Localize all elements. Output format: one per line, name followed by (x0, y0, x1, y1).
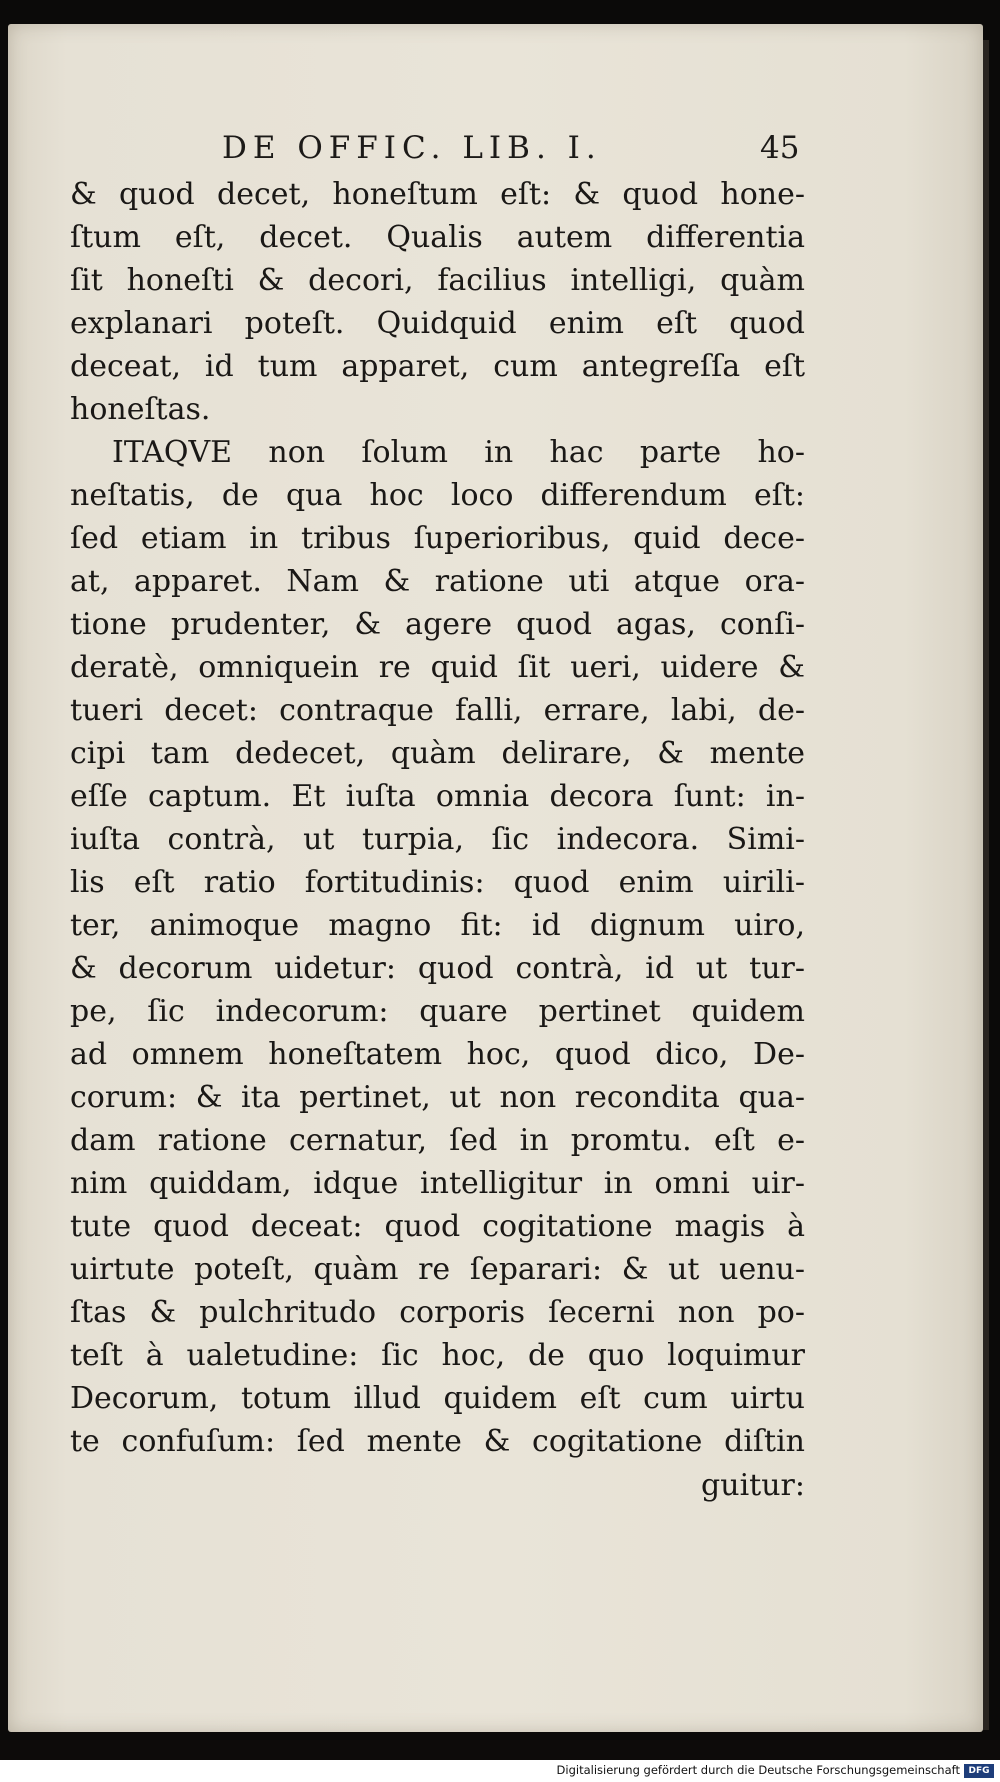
text-line: dam ratione cernatur, ſed in promtu. eſt e- (70, 1123, 805, 1158)
dfg-logo: DFG (964, 1764, 994, 1778)
text-block (70, 173, 805, 1507)
text-line: iuſta contrà, ut turpia, ſic indecora. Simi- (70, 822, 805, 857)
catchword: guitur: (701, 1468, 805, 1503)
text-line: neſtatis, de qua hoc loco differendum eſt: (70, 478, 805, 513)
text-line: uirtute poteſt, quàm re ſeparari: & ut uenu- (70, 1252, 805, 1287)
text-line: ITAQVE non ſolum in hac parte ho- (112, 435, 805, 470)
text-line: ad omnem honeſtatem hoc, quod dico, De- (70, 1037, 805, 1072)
text-line: Decorum, totum illud quidem eſt cum uirtu (70, 1381, 805, 1416)
text-line: corum: & ita pertinet, ut non recondita qua- (70, 1080, 805, 1115)
running-head (0, 130, 1000, 170)
text-line: ter, animoque magno fit: id dignum uiro, (70, 908, 805, 943)
text-line: pe, ſic indecorum: quare pertinet quidem (70, 994, 805, 1029)
text-line: deceat, id tum apparet, cum antegreſſa eſt (70, 349, 805, 384)
text-line: eſſe captum. Et iuſta omnia decora ſunt: in- (70, 779, 805, 814)
text-line: nim quiddam, idque intelligitur in omni uir- (70, 1166, 805, 1201)
text-line: ſit honeſti & decori, facilius intelligi, quàm (70, 263, 805, 298)
text-line: ſed etiam in tribus ſuperioribus, quid dece- (70, 521, 805, 556)
text-line: explanari poteſt. Quidquid enim eſt quod (70, 306, 805, 341)
text-line: tueri decet: contraque falli, errare, labi, de- (70, 693, 805, 728)
text-line: ſtas & pulchritudo corporis ſecerni non po- (70, 1295, 805, 1330)
text-line: deratè, omniquein re quid ſit ueri, uidere & (70, 650, 805, 685)
funding-credit: Digitalisierung gefördert durch die Deutsche Forschungsgemeinschaft (556, 1763, 960, 1777)
text-line: & decorum uidetur: quod contrà, id ut tur- (70, 951, 805, 986)
text-line: tute quod deceat: quod cogitatione magis à (70, 1209, 805, 1244)
text-line: at, apparet. Nam & ratione uti atque ora- (70, 564, 805, 599)
text-line: te confuſum: ſed mente & cogitatione diſtin (70, 1424, 805, 1459)
digitization-footer (0, 1760, 1000, 1782)
text-line: tione prudenter, & agere quod agas, conſi- (70, 607, 805, 642)
text-line: teſt à ualetudine: ſic hoc, de quo loquimur (70, 1338, 805, 1373)
text-line: & quod decet, honeſtum eſt: & quod hone- (70, 177, 805, 212)
running-title: DE OFFIC. LIB. I. (222, 130, 602, 166)
text-line: ſtum eſt, decet. Qualis autem differentia (70, 220, 805, 255)
text-line: lis eſt ratio fortitudinis: quod enim uirili- (70, 865, 805, 900)
page-edge-shadow (983, 40, 989, 1730)
text-line: honeſtas. (70, 392, 211, 427)
page-number: 45 (760, 130, 800, 166)
text-line: cipi tam dedecet, quàm delirare, & mente (70, 736, 805, 771)
